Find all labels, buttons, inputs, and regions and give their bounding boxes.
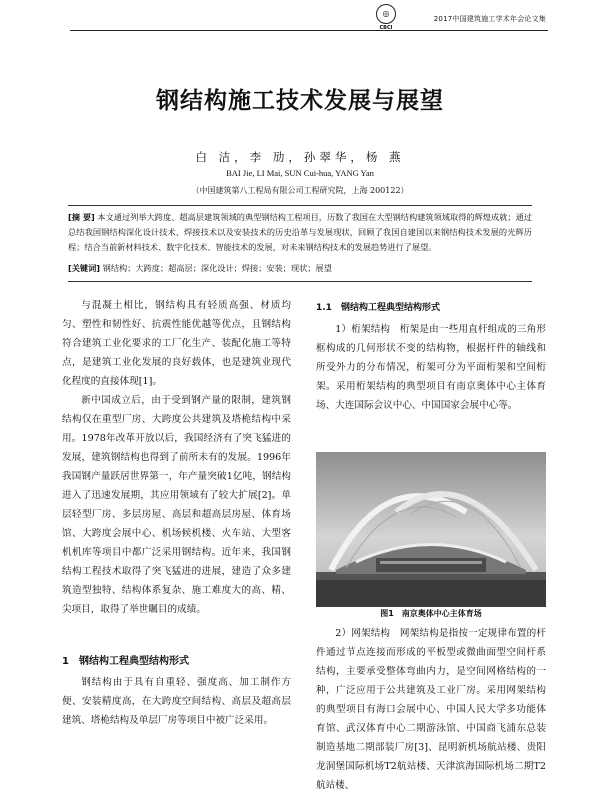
affiliation: （中国建筑第八工程局有限公司工程研究院，上海 200122） [191, 186, 409, 195]
logo-label: CBCI [379, 25, 393, 31]
abstract [68, 210, 532, 254]
abstract-bottom-rule [68, 281, 532, 282]
body-paragraph: 钢结构由于具有自重轻、强度高、加工制作方便、安装精度高，在大跨度空间结构、高层及超高层建筑、塔桅结构及单层厂房等项目中被广泛采用。 [62, 677, 291, 726]
conference-logo [370, 4, 402, 30]
keywords-label: [关键词] [68, 263, 101, 273]
body-paragraph: 1）桁架结构 桁架是由一些用直杆组成的三角形框构成的几何形状不变的结构物，根据杆件的轴线和所受外力的分布情况，桁架可分为平面桁架和空间桁架。采用桁架结构的典型项目有南京奥体中心主体育场、大连国际会议中心、中国国家会展中心等。 [316, 324, 546, 411]
abstract-top-rule [68, 205, 532, 206]
left-column-section-body [62, 673, 291, 730]
keywords [68, 263, 532, 274]
body-paragraph: 2）网架结构 网架结构是指按一定规律布置的杆件通过节点连接而形成的平板型或微曲面型空间杆系结构，主要承受整体弯曲内力，是空间网格结构的一种，广泛应用于公共建筑及工业厂房。采用网架结构的典型项目有海口会展中心、中国人民大学多功能体育馆、武汉体育中心二期游泳馆、中国商飞浦东总装制造基地二期部装厂房[3]、昆明新机场航站楼、贵阳龙洞堡国际机场T2航站楼、天津滨海国际机场二期T2航站楼、 [316, 628, 546, 791]
body-paragraph: 新中国成立后，由于受到钢产量的限制，建筑钢结构仅在重型厂房、大跨度公共建筑及塔桅结构中采用。1978年改革开放以后，我国经济有了突飞猛进的发展，建筑钢结构也得到了前所未有的发展。1996年我国钢产量跃居世界第一，年产量突破1亿吨，钢结构进入了迅速发展期，其应用领域有了较大扩展[2]。单层轻型厂房、多层房屋、高层和超高层房屋、体育场馆、大跨度会展中心、机场候机楼、火车站、大型客机机库等项目中都广泛采用钢结构。近年来，我国钢结构工程技术取得了突飞猛进的进展，建造了众多建筑造型独特、结构体系复杂、施工难度大的高、精、尖项目，取得了举世瞩目的成绩。 [62, 395, 291, 615]
stadium-illustration [316, 452, 546, 607]
keywords-text: 钢结构；大跨度；超高层；深化设计；焊接；安装；现状；展望 [102, 263, 332, 273]
abstract-text: 本文通过列举大跨度、超高层建筑领域的典型钢结构工程项目，历数了我国在大型钢结构建筑领域取得的辉煌成就；通过总结我国钢结构深化设计技术、焊接技术以及安装技术的历史沿革与发展现状，回顾了我国自建国以来钢结构技术发展的光辉历程；结合当前新材料技术、数字化技术、智能技术的发展，对未来钢结构技术的发展趋势进行了展望。 [68, 212, 532, 252]
right-column-upper [316, 320, 546, 415]
authors-cn: 白 洁，李 劢，孙翠华，杨 燕 [195, 150, 405, 164]
stadium-photo [316, 452, 546, 607]
abstract-label: [摘 要] [68, 212, 95, 222]
right-column-lower [316, 624, 546, 795]
logo-emblem-icon: ◎ [376, 4, 396, 24]
subsection-heading: 1.1 钢结构工程典型结构形式 [316, 303, 440, 313]
section-heading: 1 钢结构工程典型结构形式 [62, 656, 189, 667]
left-column [62, 296, 291, 619]
header-rule [70, 30, 548, 31]
running-header: 2017中国建筑施工学术年会论文集 [433, 15, 546, 23]
figure-caption: 图1 南京奥体中心主体育场 [380, 609, 482, 618]
body-paragraph: 与混凝土相比，钢结构具有轻质高强、材质均匀、塑性和韧性好、抗震性能优越等优点，且钢结构符合建筑工业化要求的工厂化生产、装配化施工等特点，是建筑工业化发展的良好载体，也是建筑业现代化程度的直接体现[1]。 [62, 300, 291, 387]
paper-title: 钢结构施工技术发展与展望 [156, 88, 444, 114]
authors-en: BAI Jie, LI Mai, SUN Cui-hua, YANG Yan [226, 168, 374, 178]
